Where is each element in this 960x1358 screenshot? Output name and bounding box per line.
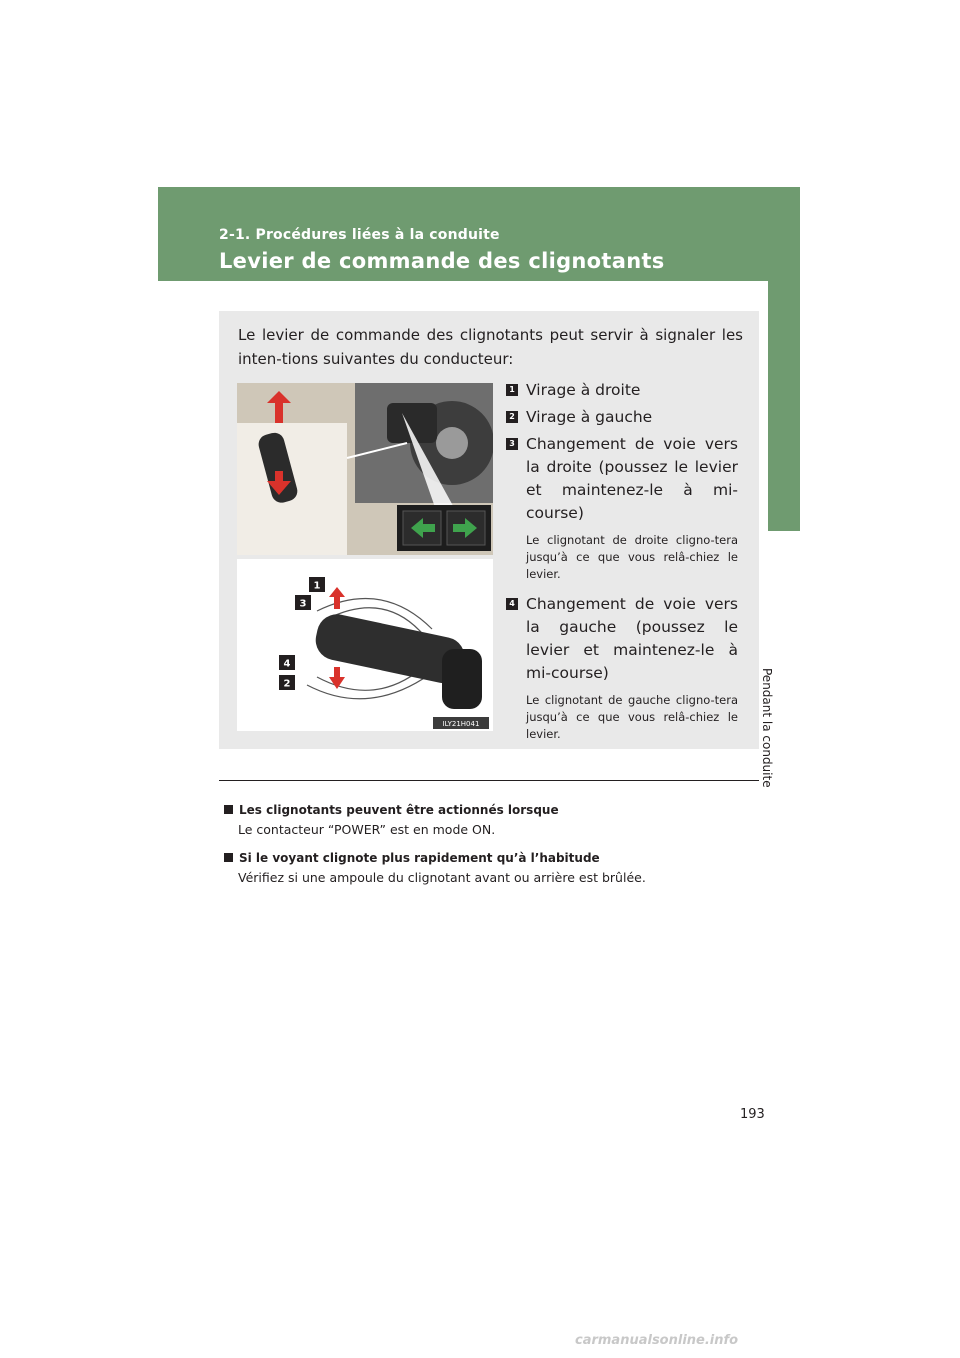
section-header bbox=[158, 187, 800, 281]
step-text: Virage à gauche bbox=[526, 408, 653, 426]
chapter-number: 2 bbox=[780, 579, 788, 593]
step-marker: 1 bbox=[506, 384, 518, 396]
square-bullet-icon bbox=[224, 853, 233, 862]
step-text: Virage à droite bbox=[526, 381, 641, 399]
square-bullet-icon bbox=[224, 805, 233, 814]
step-marker: 2 bbox=[506, 411, 518, 423]
callout-1: 1 bbox=[313, 580, 321, 592]
page-number: 193 bbox=[740, 1107, 765, 1122]
list-item bbox=[506, 406, 738, 429]
step-list bbox=[506, 379, 738, 753]
dashboard-illustration bbox=[237, 383, 493, 555]
callout-3: 3 bbox=[299, 598, 307, 610]
note-body: Le contacteur “POWER” est en mode ON. bbox=[238, 822, 496, 837]
callout-2: 2 bbox=[283, 678, 291, 690]
divider bbox=[219, 780, 759, 781]
step-marker: 3 bbox=[506, 438, 518, 450]
note-heading-text: Si le voyant clignote plus rapidement qu’à l’habitude bbox=[239, 851, 600, 865]
chapter-label: Pendant la conduite bbox=[760, 668, 774, 788]
step-note: Le clignotant de droite cligno-tera jusqu’à ce que vous relâ-chiez le levier. bbox=[526, 533, 738, 581]
step-text: Changement de voie vers la gauche (poussez le levier et maintenez-le à mi-course) bbox=[526, 595, 738, 682]
watermark-url[interactable]: carmanualsonline.info bbox=[575, 1333, 739, 1348]
page-title: Levier de commande des clignotants bbox=[219, 249, 665, 273]
list-item bbox=[506, 433, 738, 583]
lever-illustration bbox=[237, 559, 493, 731]
section-reference: 2-1. Procédures liées à la conduite bbox=[219, 227, 500, 243]
step-text: Changement de voie vers la droite (poussez le levier et maintenez-le à mi-course) bbox=[526, 435, 738, 522]
figure-code: ILY21H041 bbox=[442, 720, 480, 728]
intro-text: Le levier de commande des clignotants peut servir à signaler les inten-tions suivantes du conducteur: bbox=[238, 326, 743, 368]
chapter-tab[interactable] bbox=[768, 281, 800, 593]
lever-diagram bbox=[237, 559, 493, 731]
note-heading bbox=[224, 848, 764, 868]
list-item bbox=[506, 593, 738, 743]
callout-4: 4 bbox=[283, 658, 291, 670]
notes-section bbox=[224, 800, 764, 896]
note-heading bbox=[224, 800, 764, 820]
step-marker: 4 bbox=[506, 598, 518, 610]
instruction-panel bbox=[219, 311, 759, 749]
note-body: Vérifiez si une ampoule du clignotant avant ou arrière est brûlée. bbox=[238, 870, 646, 885]
note-heading-text: Les clignotants peuvent être actionnés lorsque bbox=[239, 803, 559, 817]
list-item bbox=[506, 379, 738, 402]
step-note: Le clignotant de gauche cligno-tera jusqu’à ce que vous relâ-chiez le levier. bbox=[526, 693, 738, 741]
dashboard-photo bbox=[237, 383, 493, 555]
